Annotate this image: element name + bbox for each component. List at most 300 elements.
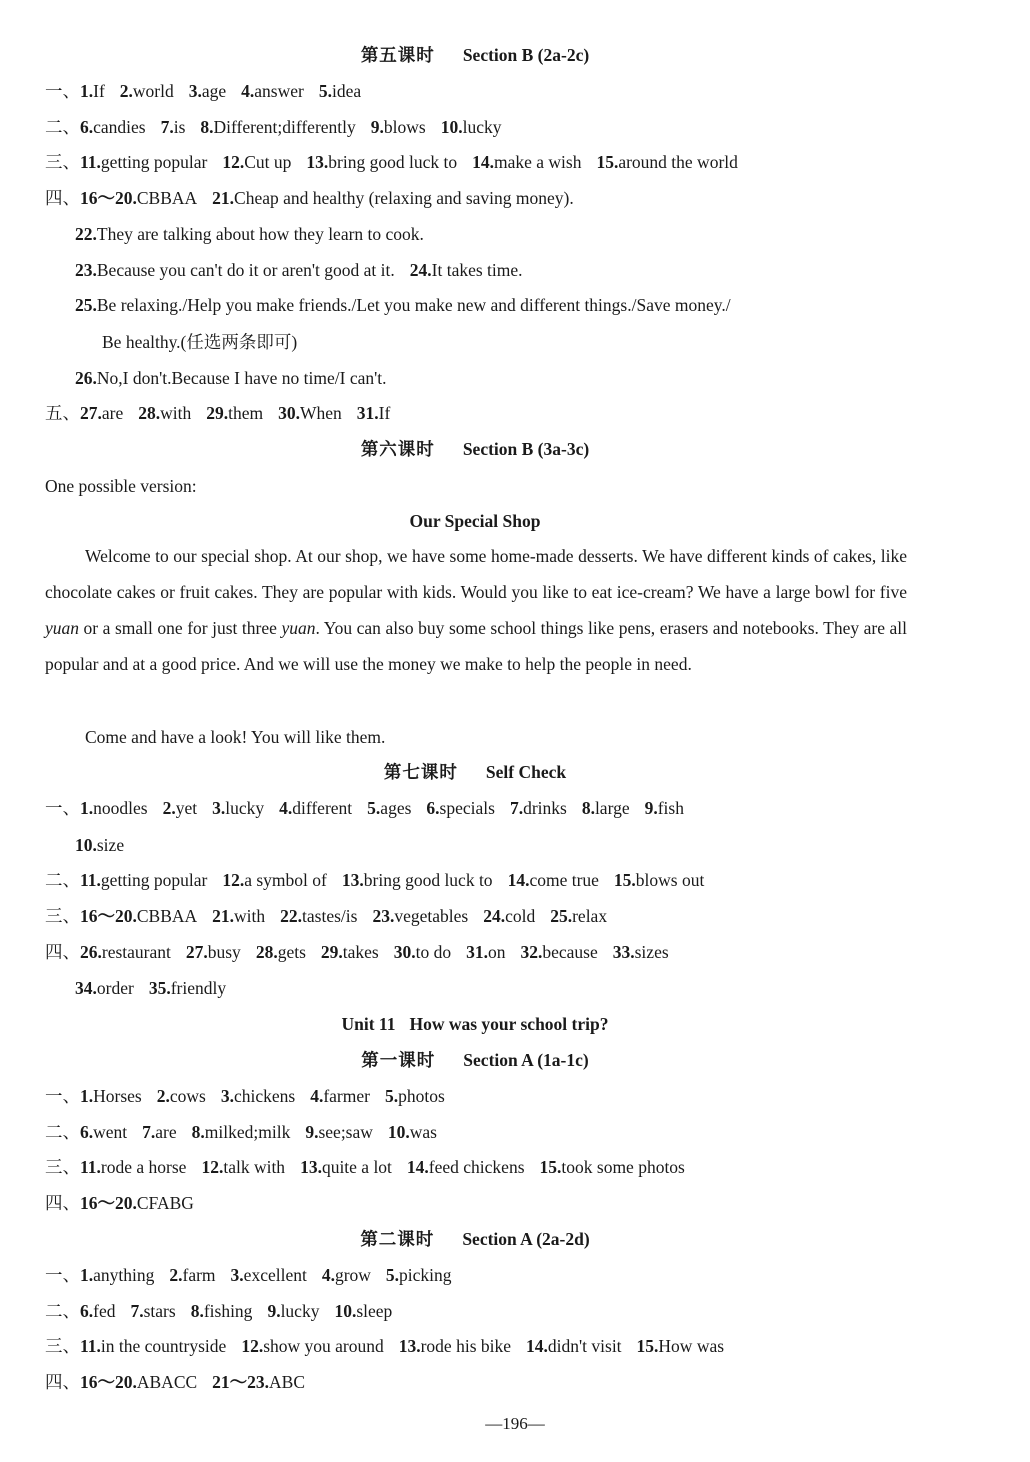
answer-text: yet [175,798,198,818]
answer-text: Horses [93,1086,142,1106]
question-number: 10. [387,1122,410,1142]
answer-text: lucky [462,117,502,137]
question-number: 26. [80,942,102,962]
question-number: 1. [80,81,94,101]
answer-text: them [228,403,264,423]
section-label: 一、 [45,798,80,818]
answer-text: CBBAA [136,906,198,926]
answer-text: lucky [280,1301,320,1321]
answer-text: getting popular [100,870,208,890]
answer-text: Cut up [244,152,292,172]
answer-text: blows out [635,870,705,890]
question-number: 27. [185,942,208,962]
answer-item [75,977,134,999]
answer-text: If [378,403,391,423]
answer-item [221,1085,295,1107]
question-number: 7. [142,1122,156,1142]
question-number: 12. [222,870,245,890]
answer-item [192,1121,291,1143]
question-number: 15. [596,152,619,172]
answer-item [80,1192,194,1214]
question-number: 14. [406,1157,429,1177]
answer-text: How was [658,1336,725,1356]
answer-text: Because you can't do it or aren't good at it. [96,260,395,280]
answer-item [319,80,361,102]
section-label: 一、 [45,1086,80,1106]
answer-item [637,1335,725,1357]
question-number: 15. [539,1157,562,1177]
answer-text: because [542,942,598,962]
answer-item [410,259,523,281]
answer-item [613,941,669,963]
answer-text: bring good luck to [328,152,458,172]
answer-text: around the world [618,152,738,172]
question-number: 1. [80,1265,94,1285]
lesson7-heading: 第七课时 Self Check [383,762,567,782]
section-label: 二、 [45,1122,80,1142]
answer-text: cold [505,906,536,926]
answer-text: cows [169,1086,206,1106]
section-label: 二、 [45,1301,80,1321]
answer-row [45,905,622,927]
answer-item [142,1121,177,1143]
answer-text: are [155,1122,177,1142]
answer-item [138,402,191,424]
answer-text: didn't visit [547,1336,622,1356]
question-number: 15. [613,870,636,890]
question-number: 21～23. [212,1372,270,1392]
answer-item [80,1335,226,1357]
question-number: 7. [130,1301,144,1321]
answer-row [75,259,538,281]
question-number: 15. [636,1336,659,1356]
essay-intro: One possible version: [45,476,197,496]
answer-row [45,187,589,209]
answer-row [45,869,719,891]
answer-item [426,797,495,819]
question-number: 13. [300,1157,322,1177]
answer-text: answer [254,81,304,101]
lesson5-heading: 第五课时 Section B (2a-2c) [360,45,590,65]
section-label: 三、 [45,906,80,926]
answer-item [80,1264,154,1286]
page-number: —196— [485,1414,545,1433]
answer-row [75,834,139,856]
answer-item [342,869,493,891]
answer-item [540,1156,685,1178]
question-number: 4. [241,81,255,101]
question-number: 4. [310,1086,324,1106]
answer-item [367,797,411,819]
answer-text: different [292,798,353,818]
answer-text: ABC [269,1372,306,1392]
question-number: 4. [321,1265,335,1285]
answer-item [80,1156,186,1178]
answer-text: stars [143,1301,176,1321]
answer-item [191,1300,253,1322]
answer-row [45,116,516,138]
answer-line-26: 26.No,I don't.Because I have no time/I can't. [75,368,387,388]
answer-text: If [93,81,105,101]
unit-title: Unit 11 How was your school trip? [341,1014,609,1034]
answer-item [256,941,306,963]
section-label: 一、 [45,1265,80,1285]
question-number: 32. [520,942,543,962]
answer-item [280,905,357,927]
answer-item [163,797,198,819]
answer-text: feed chickens [428,1157,525,1177]
answer-text: fishing [203,1301,253,1321]
section-label: 四、 [45,188,80,208]
answer-text: It takes time. [431,260,523,280]
answer-item [80,402,123,424]
answer-item [310,1085,370,1107]
answer-item [399,1335,511,1357]
answer-text: went [93,1122,128,1142]
question-number: 8. [190,1301,204,1321]
answer-text: fed [93,1301,116,1321]
answer-item [508,869,599,891]
question-number: 8. [200,117,214,137]
answer-item [596,151,737,173]
question-number: 9. [305,1122,319,1142]
question-number: 11. [80,1336,101,1356]
answer-text: is [173,117,186,137]
question-number: 9. [267,1301,281,1321]
answer-item [169,1264,215,1286]
answer-text: specials [439,798,495,818]
answer-item [80,1300,115,1322]
question-number: 6. [80,1301,94,1321]
question-number: 2. [156,1086,170,1106]
answer-item [334,1300,392,1322]
answer-row [45,1264,467,1286]
question-number: 10. [334,1301,357,1321]
answer-text: sizes [634,942,669,962]
answer-row [75,977,241,999]
section-label: 四、 [45,1372,80,1392]
answer-item [388,1121,437,1143]
answer-text: takes [342,942,379,962]
answer-text: busy [207,942,241,962]
essay-paragraph: Welcome to our special shop. At our shop, we have some home-made desserts. We have different kinds of cakes, like chocolate cakes or fruit cakes. They are popular with kids. Would you like to eat ice-cream? We have a large bowl for five yuan or a small one for just three yuan. You can also buy some school things like pens, erasers and notebooks. They are all popular and at a good price. And we will use the money we make to help the people in need. [45,546,907,674]
answer-text: excellent [243,1265,307,1285]
answer-text: idea [331,81,362,101]
section-label: 四、 [45,942,80,962]
answer-text: size [96,835,125,855]
answer-text: world [132,81,174,101]
answer-line-25-cont: Be healthy.(任选两条即可) [102,332,298,352]
question-number: 28. [138,403,161,423]
question-number: 6. [426,798,440,818]
question-number: 5. [318,81,332,101]
answer-item [80,151,207,173]
question-number: 3. [212,798,226,818]
answer-item [386,1264,452,1286]
question-number: 3. [188,81,202,101]
question-number: 7. [509,798,524,818]
answer-text: to do [415,942,452,962]
answer-item [407,1156,525,1178]
answer-item [550,905,607,927]
answer-text: tastes/is [302,906,358,926]
answer-text: photos [398,1086,445,1106]
section-label: 三、 [45,152,80,172]
answer-item [372,905,468,927]
answer-text: ages [380,798,412,818]
question-number: 33. [612,942,635,962]
answer-item [385,1085,445,1107]
question-number: 14. [507,870,530,890]
answer-item [441,116,502,138]
answer-row [45,1156,700,1178]
question-number: 9. [370,117,384,137]
answer-text: are [101,403,124,423]
answer-text: come true [529,870,599,890]
question-number: 6. [80,1122,94,1142]
answer-text: order [96,978,134,998]
answer-row [45,941,684,963]
answer-item [222,869,327,891]
section-label: 五、 [45,403,80,423]
question-number: 5. [384,1086,399,1106]
answer-item [526,1335,622,1357]
answer-item [75,834,124,856]
answer-line-25: 25.Be relaxing./Help you make friends./Let you make new and different things./Save money./ [75,295,731,315]
answer-item [149,977,226,999]
answer-line-22: 22.They are talking about how they learn to cook. [75,224,424,244]
answer-text: anything [93,1265,155,1285]
answer-row [45,402,405,424]
question-number: 25. [550,906,573,926]
question-number: 22. [280,906,303,926]
answer-item [80,1121,127,1143]
answer-item [186,941,241,963]
answer-text: quite a lot [321,1157,392,1177]
answer-text: was [409,1122,437,1142]
question-number: 13. [398,1336,421,1356]
question-number: 12. [222,152,245,172]
answer-text: gets [277,942,306,962]
answer-text: CBBAA [136,188,198,208]
question-number: 16～20. [80,1372,137,1392]
answer-text: bring good luck to [363,870,493,890]
answer-text: farmer [323,1086,370,1106]
lesson6-heading: 第六课时 Section B (3a-3c) [360,439,590,459]
section-label: 二、 [45,870,80,890]
answer-row [45,80,376,102]
answer-text: grow [334,1265,371,1285]
answer-item [231,1264,307,1286]
question-number: 3. [220,1086,234,1106]
question-number: 11. [80,152,101,172]
answer-text: a symbol of [244,870,327,890]
answer-text: age [201,81,227,101]
question-number: 6. [80,117,94,137]
question-number: 1. [80,798,94,818]
answer-item [157,1085,206,1107]
answer-text: Different;differently [213,117,356,137]
essay-title: Our Special Shop [409,511,541,531]
answer-text: fish [657,798,684,818]
answer-item [371,116,426,138]
answer-item [510,797,567,819]
question-number: 14. [526,1336,548,1356]
question-number: 21. [212,906,235,926]
section-label: 四、 [45,1193,80,1213]
answer-text: blows [383,117,426,137]
answer-item [206,402,263,424]
question-number: 29. [206,403,229,423]
question-number: 24. [409,260,432,280]
answer-text: milked;milk [204,1122,291,1142]
answer-item [472,151,581,173]
question-number: 9. [644,798,658,818]
answer-text: talk with [223,1157,286,1177]
question-number: 23. [372,906,395,926]
answer-item [189,80,226,102]
answer-item [120,80,174,102]
answer-text: ABACC [136,1372,198,1392]
answer-item [80,797,148,819]
question-number: 8. [191,1122,205,1142]
answer-row [45,797,699,819]
question-number: 12. [241,1336,264,1356]
answer-text: show you around [263,1336,384,1356]
answer-item [278,402,342,424]
answer-text: candies [93,117,146,137]
answer-row [45,151,753,173]
question-number: 16～20. [80,906,137,926]
answer-item [305,1121,373,1143]
answer-item [279,797,352,819]
answer-text: in the countryside [100,1336,227,1356]
section-label: 三、 [45,1336,80,1356]
question-number: 29. [320,942,343,962]
answer-item [300,1156,392,1178]
answer-text: rode his bike [420,1336,512,1356]
answer-text: Cheap and healthy (relaxing and saving money). [234,188,574,208]
question-number: 5. [367,798,381,818]
question-number: 5. [385,1265,400,1285]
answer-text: with [234,906,266,926]
question-number: 21. [212,188,235,208]
answer-row [45,1192,209,1214]
answer-text: When [300,403,342,423]
answer-text: getting popular [100,152,208,172]
answer-text: picking [399,1265,452,1285]
answer-text: restaurant [101,942,171,962]
answer-text: with [160,403,192,423]
answer-row [45,1085,460,1107]
answer-item [200,116,355,138]
answer-text: noodles [93,798,148,818]
answer-item [161,116,186,138]
question-number: 10. [75,835,97,855]
question-number: 7. [160,117,174,137]
answer-item [645,797,684,819]
answer-item [614,869,704,891]
answer-item [80,1085,142,1107]
answer-item [212,187,574,209]
question-number: 30. [393,942,416,962]
answer-item [582,797,630,819]
question-number: 34. [75,978,97,998]
question-number: 16～20. [80,1193,137,1213]
answer-item [394,941,451,963]
answer-text: on [487,942,506,962]
question-number: 31. [356,403,379,423]
answer-item [80,116,146,138]
u11-lesson1-heading: 第一课时 Section A (1a-1c) [361,1050,589,1070]
answer-item [80,905,197,927]
answer-item [80,1371,197,1393]
question-number: 35. [148,978,171,998]
answer-item [212,797,264,819]
section-label: 一、 [45,81,80,101]
question-number: 13. [341,870,364,890]
question-number: 4. [279,798,293,818]
answer-text: chickens [233,1086,296,1106]
question-number: 11. [80,1157,101,1177]
answer-item [212,1371,305,1393]
answer-item [241,1335,383,1357]
answer-text: large [594,798,630,818]
answer-item [321,941,379,963]
answer-item [75,259,395,281]
question-number: 1. [80,1086,94,1106]
question-number: 31. [466,942,488,962]
answer-row [45,1371,320,1393]
answer-item [80,187,197,209]
question-number: 16～20. [80,188,137,208]
answer-text: rode a horse [100,1157,187,1177]
section-label: 三、 [45,1157,80,1177]
answer-text: friendly [170,978,227,998]
answer-item [466,941,505,963]
answer-item [130,1300,175,1322]
answer-row [45,1121,452,1143]
answer-text: drinks [523,798,567,818]
answer-item [241,80,304,102]
question-number: 14. [472,152,494,172]
answer-text: sleep [356,1301,393,1321]
question-number: 23. [75,260,97,280]
question-number: 2. [162,798,176,818]
question-number: 24. [483,906,506,926]
answer-text: took some photos [561,1157,685,1177]
question-number: 28. [255,942,278,962]
answer-item [80,80,105,102]
answer-item [212,905,265,927]
question-number: 30. [278,403,300,423]
answer-item [483,905,535,927]
question-number: 2. [119,81,133,101]
answer-item [520,941,597,963]
essay-closing: Come and have a look! You will like them. [85,727,386,747]
answer-row [45,1335,739,1357]
answer-item [80,941,171,963]
answer-item [80,869,207,891]
question-number: 11. [80,870,101,890]
question-number: 13. [306,152,329,172]
question-number: 10. [440,117,463,137]
answer-text: relax [572,906,608,926]
question-number: 2. [169,1265,183,1285]
answer-text: make a wish [493,152,582,172]
answer-text: CFABG [136,1193,194,1213]
question-number: 8. [581,798,595,818]
